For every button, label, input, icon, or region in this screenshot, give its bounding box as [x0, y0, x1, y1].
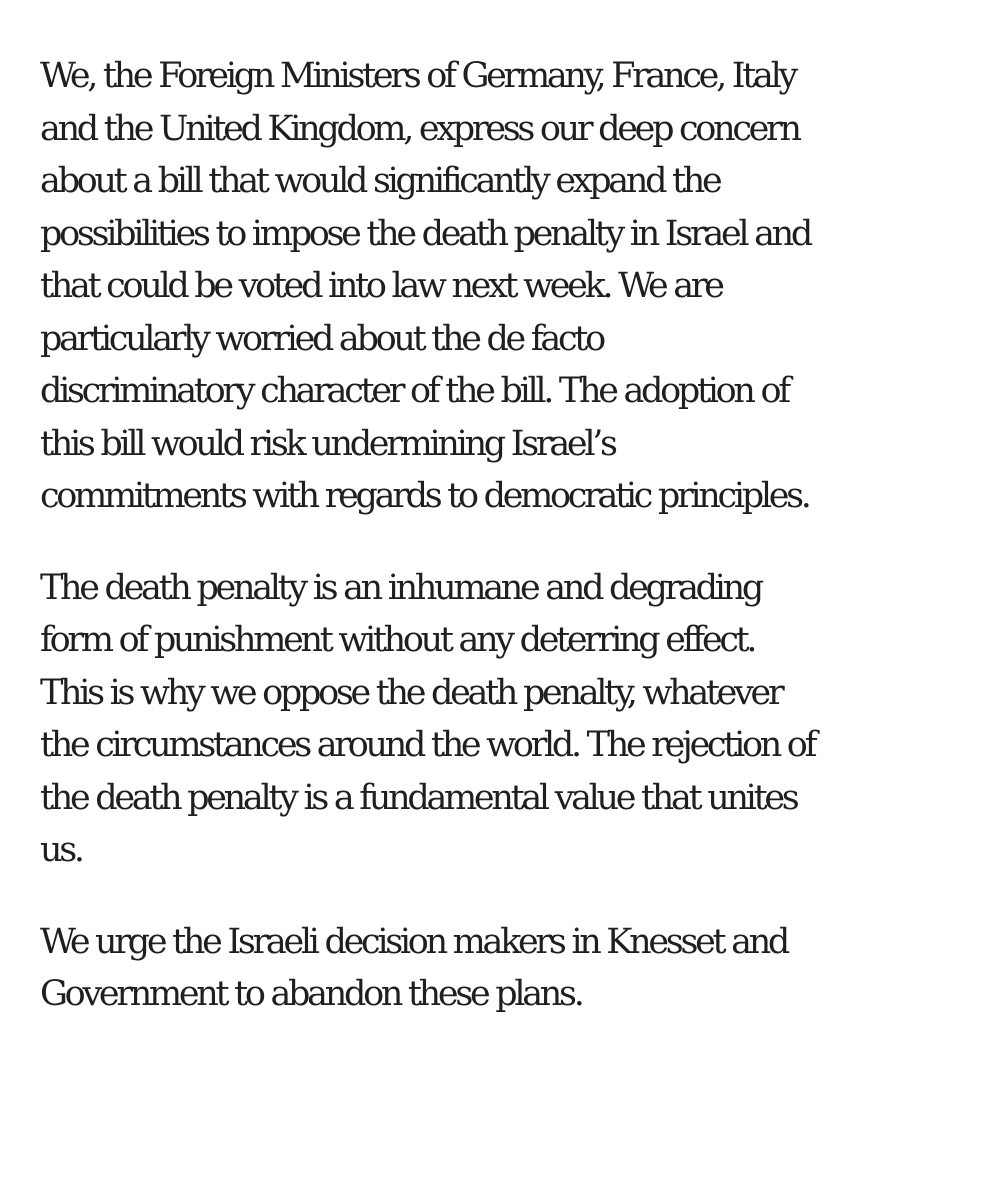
text-line: that could be voted into law next week. We are [40, 266, 722, 306]
paragraph-opposition [40, 562, 998, 877]
text-line: The death penalty is an inhumane and degrading [40, 567, 761, 608]
text-line: discriminatory character of the bill. The adoption of [40, 371, 788, 411]
text-line: about a bill that would significantly expand the [40, 161, 720, 201]
text-line: Government to abandon these plans. [40, 974, 582, 1014]
text-line: possibilities to impose the death penalty in Israel and [40, 213, 810, 254]
paragraph-concern [40, 50, 998, 523]
text-line: We, the Foreign Ministers of Germany, France, Italy [40, 56, 795, 96]
text-line: this bill would risk undermining Israel’s [40, 423, 615, 464]
text-line: and the United Kingdom, express our deep concern [40, 108, 799, 149]
text-line: commitments with regards to democratic principles. [40, 476, 809, 516]
paragraph-appeal [40, 916, 998, 1021]
text-line: the circumstances around the world. The rejection of [40, 725, 815, 765]
text-line: us. [40, 830, 82, 870]
statement-text [40, 50, 998, 1060]
text-line: particularly worried about the de facto [40, 318, 603, 359]
text-line: This is why we oppose the death penalty, whatever [40, 672, 782, 713]
text-line: the death penalty is a fundamental value that unites [40, 777, 797, 818]
text-line: We urge the Israeli decision makers in Knesset and [40, 921, 788, 962]
text-line: form of punishment without any deterring effect. [40, 620, 755, 660]
